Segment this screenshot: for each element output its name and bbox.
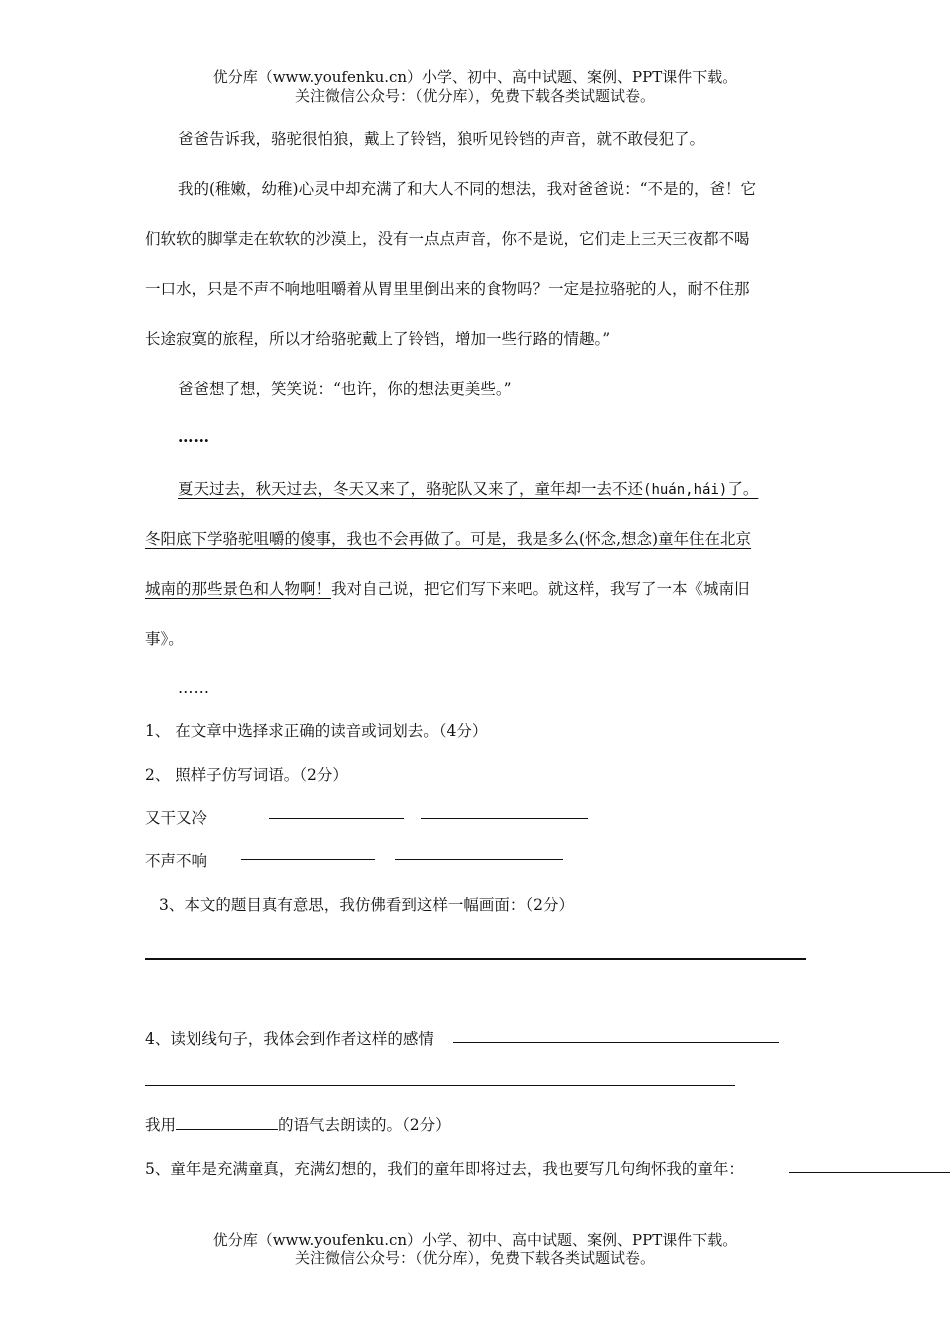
passage-paragraph-2-line-1: 我的(稚嫩，幼稚)心灵中却充满了和大人不同的想法，我对爸爸说：“不是的，爸！它 bbox=[178, 180, 757, 198]
footer-line-1: 优分库（www.youfenku.cn）小学、初中、高中试题、案例、PPT课件下载。 bbox=[212, 1231, 738, 1249]
footer-line-2: 关注微信公众号：（优分库），免费下载各类试题试卷。 bbox=[294, 1249, 655, 1267]
question-4-tone bbox=[145, 1113, 451, 1135]
answer-blank[interactable] bbox=[421, 818, 588, 819]
question-2: 2、 照样子仿写词语。（2分） bbox=[145, 766, 348, 784]
answer-blank[interactable] bbox=[241, 859, 375, 860]
question-5: 5、童年是充满童真，充满幻想的，我们的童年即将过去，我也要写几句绚怀我的童年： bbox=[145, 1160, 744, 1178]
answer-blank[interactable] bbox=[453, 1042, 779, 1043]
plain-text: 我对自己说，把它们写下来吧。就这样，我写了一本《城南旧 bbox=[331, 580, 750, 598]
example-word-2: 不声不响 bbox=[145, 852, 208, 870]
answer-line[interactable] bbox=[145, 958, 806, 960]
underlined-sentence-line-1 bbox=[178, 477, 758, 499]
text: 的语气去朗读的。（2分） bbox=[278, 1116, 451, 1134]
passage-paragraph-4-line-3 bbox=[145, 577, 750, 599]
passage-paragraph-2-line-2: 们软软的脚掌走在软软的沙漠上，没有一点点声音，你不是说，它们走上三天三夜都不喝 bbox=[145, 230, 750, 248]
header-line-1: 优分库（www.youfenku.cn）小学、初中、高中试题、案例、PPT课件下载。 bbox=[212, 68, 738, 86]
question-3: 3、本文的题目真有意思，我仿佛看到这样一幅画面：（2分） bbox=[159, 896, 574, 914]
passage-paragraph-2-line-3: 一口水，只是不声不响地咀嚼着从胃里里倒出来的食物吗？一定是拉骆驼的人，耐不住那 bbox=[145, 280, 750, 298]
passage-paragraph-1: 爸爸告诉我，骆驼很怕狼，戴上了铃铛，狼听见铃铛的声音，就不敢侵犯了。 bbox=[178, 130, 706, 148]
underlined-text-end: 了。 bbox=[727, 480, 759, 498]
answer-blank[interactable] bbox=[789, 1172, 950, 1173]
passage-paragraph-2-line-4: 长途寂寞的旅程，所以才给骆驼戴上了铃铛，增加一些行路的情趣。” bbox=[145, 330, 611, 348]
passage-paragraph-3: 爸爸想了想，笑笑说：“也许，你的想法更美些。” bbox=[178, 380, 512, 398]
underlined-text: 夏天过去，秋天过去，冬天又来了，骆驼队又来了，童年却一去不还 bbox=[178, 480, 644, 498]
answer-blank[interactable] bbox=[269, 818, 404, 819]
passage-ellipsis-1: …… bbox=[178, 427, 209, 446]
word-choice: (怀念,想念) bbox=[579, 530, 659, 548]
text: 我用 bbox=[145, 1116, 177, 1134]
underlined-text-end: 童年住在北京 bbox=[658, 530, 752, 548]
example-word-1: 又干又冷 bbox=[145, 809, 208, 827]
underlined-text: 冬阳底下学骆驼咀嚼的傻事，我也不会再做了。可是，我是多么 bbox=[145, 530, 580, 548]
underlined-text: 城南的那些景色和人物啊！ bbox=[145, 580, 332, 598]
answer-blank[interactable] bbox=[395, 859, 563, 860]
underlined-sentence-line-2 bbox=[145, 527, 751, 549]
passage-paragraph-4-line-4: 事》。 bbox=[145, 630, 184, 648]
question-1: 1、 在文章中选择求正确的读音或词划去。（4分） bbox=[145, 722, 488, 740]
answer-blank[interactable] bbox=[176, 1115, 278, 1130]
passage-ellipsis-2: …… bbox=[178, 679, 209, 697]
pinyin-choice: (huán,hái) bbox=[643, 482, 728, 498]
question-4: 4、读划线句子，我体会到作者这样的感情 bbox=[145, 1030, 434, 1048]
answer-line[interactable] bbox=[145, 1085, 735, 1086]
header-line-2: 关注微信公众号：（优分库），免费下载各类试题试卷。 bbox=[294, 87, 655, 105]
